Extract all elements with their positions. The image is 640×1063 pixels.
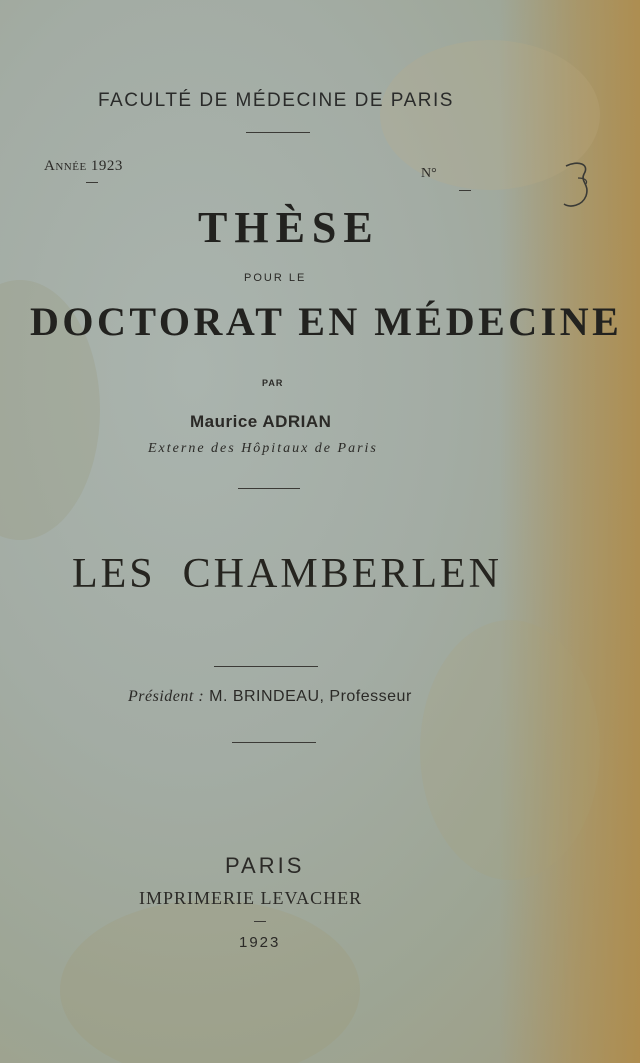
imprint-printer: IMPRIMERIE LEVACHER (139, 888, 363, 908)
president-label: Président : (128, 688, 205, 705)
pencil-annotation-mark (560, 158, 600, 218)
president-name: M. BRINDEAU, Professeur (209, 688, 412, 705)
faculty-heading: FACULTÉ DE MÉDECINE DE PARIS (98, 90, 454, 111)
author-title: Externe des Hôpitaux de Paris (148, 441, 378, 456)
divider-rule (232, 742, 316, 743)
year-label: Année 1923 (44, 158, 123, 174)
divider-rule (238, 488, 300, 489)
par-text: PAR (262, 378, 284, 388)
imprint-city: PARIS (225, 853, 305, 878)
paper-stain (420, 620, 600, 880)
president-line (128, 688, 412, 706)
pour-le-text: POUR LE (244, 272, 307, 284)
paper-stain (60, 900, 360, 1063)
author-name: Maurice ADRIAN (190, 412, 332, 431)
divider-dash (459, 190, 471, 191)
divider-rule (246, 132, 310, 133)
imprint-year: 1923 (239, 934, 281, 951)
these-title: THÈSE (198, 203, 380, 252)
divider-dash (86, 182, 98, 183)
main-title: LES CHAMBERLEN (72, 551, 503, 597)
number-label: N° (421, 166, 437, 181)
divider-rule (214, 666, 318, 667)
divider-dash (254, 921, 266, 922)
degree-title: DOCTORAT EN MÉDECINE (30, 299, 623, 344)
